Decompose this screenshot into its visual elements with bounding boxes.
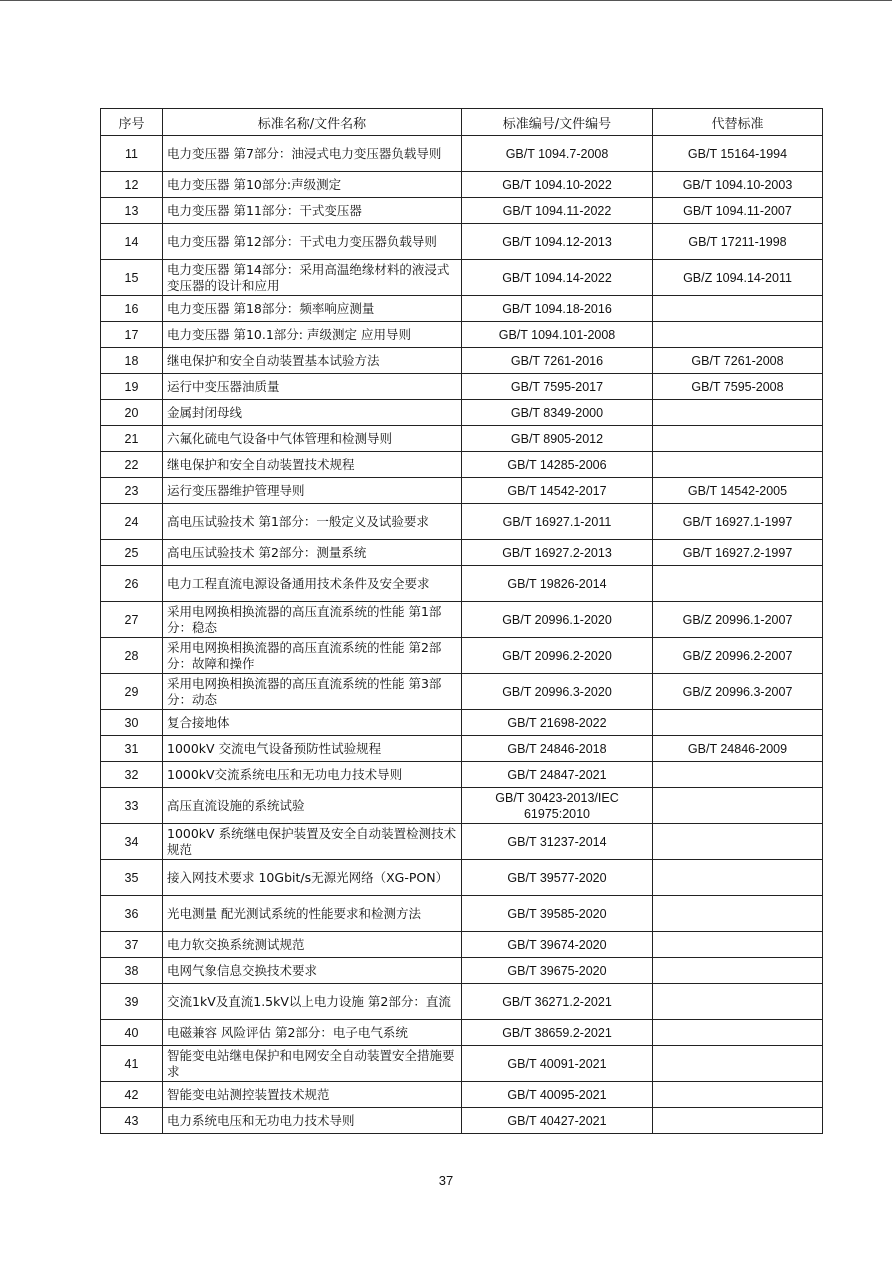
replaced-standard: [653, 896, 823, 932]
replaced-standard: [653, 932, 823, 958]
table-header-row: [101, 109, 823, 136]
table-row: [101, 374, 823, 400]
table-row: [101, 674, 823, 710]
standard-name: 电力变压器 第11部分：干式变压器: [163, 198, 462, 224]
replaced-standard: [653, 788, 823, 824]
standard-name: 电力工程直流电源设备通用技术条件及安全要求: [163, 566, 462, 602]
table-row: [101, 400, 823, 426]
replaced-standard: [653, 762, 823, 788]
table-row: [101, 540, 823, 566]
row-number: 36: [101, 896, 163, 932]
row-number: 41: [101, 1046, 163, 1082]
standard-name: 运行中变压器油质量: [163, 374, 462, 400]
standard-code: GB/T 30423-2013/IEC 61975:2010: [462, 788, 653, 824]
replaced-standard: [653, 400, 823, 426]
standard-name: 采用电网换相换流器的高压直流系统的性能 第1部分：稳态: [163, 602, 462, 638]
table-row: [101, 1108, 823, 1134]
standard-code: GB/T 39674-2020: [462, 932, 653, 958]
standard-code: GB/T 19826-2014: [462, 566, 653, 602]
standard-name: 六氟化硫电气设备中气体管理和检测导则: [163, 426, 462, 452]
row-number: 40: [101, 1020, 163, 1046]
standard-code: GB/T 1094.10-2022: [462, 172, 653, 198]
table-row: [101, 932, 823, 958]
row-number: 33: [101, 788, 163, 824]
standard-name: 接入网技术要求 10Gbit/s无源光网络（XG-PON）: [163, 860, 462, 896]
standard-code: GB/T 21698-2022: [462, 710, 653, 736]
standard-code: GB/T 31237-2014: [462, 824, 653, 860]
row-number: 18: [101, 348, 163, 374]
standard-name: 电力变压器 第14部分：采用高温绝缘材料的液浸式变压器的设计和应用: [163, 260, 462, 296]
replaced-standard: GB/Z 20996.1-2007: [653, 602, 823, 638]
replaced-standard: GB/T 7595-2008: [653, 374, 823, 400]
row-number: 17: [101, 322, 163, 348]
standard-name: 智能变电站继电保护和电网安全自动装置安全措施要求: [163, 1046, 462, 1082]
table-row: [101, 348, 823, 374]
standard-name: 继电保护和安全自动装置基本试验方法: [163, 348, 462, 374]
standard-code: GB/T 38659.2-2021: [462, 1020, 653, 1046]
row-number: 14: [101, 224, 163, 260]
standard-name: 电力变压器 第18部分：频率响应测量: [163, 296, 462, 322]
row-number: 31: [101, 736, 163, 762]
table-row: [101, 322, 823, 348]
standard-code: GB/T 1094.12-2013: [462, 224, 653, 260]
standard-code: GB/T 20996.1-2020: [462, 602, 653, 638]
standard-name: 智能变电站测控装置技术规范: [163, 1082, 462, 1108]
replaced-standard: GB/Z 20996.2-2007: [653, 638, 823, 674]
standard-code: GB/T 39585-2020: [462, 896, 653, 932]
standard-name: 高电压试验技术 第1部分：一般定义及试验要求: [163, 504, 462, 540]
replaced-standard: [653, 860, 823, 896]
row-number: 42: [101, 1082, 163, 1108]
standard-name: 继电保护和安全自动装置技术规程: [163, 452, 462, 478]
standard-code: GB/T 1094.14-2022: [462, 260, 653, 296]
table-row: [101, 710, 823, 736]
standard-name: 1000kV 系统继电保护装置及安全自动装置检测技术规范: [163, 824, 462, 860]
replaced-standard: [653, 824, 823, 860]
table-row: [101, 958, 823, 984]
replaced-standard: [653, 452, 823, 478]
replaced-standard: GB/T 1094.10-2003: [653, 172, 823, 198]
replaced-standard: GB/Z 20996.3-2007: [653, 674, 823, 710]
replaced-standard: [653, 1082, 823, 1108]
row-number: 38: [101, 958, 163, 984]
standard-code: GB/T 36271.2-2021: [462, 984, 653, 1020]
standard-name: 高压直流设施的系统试验: [163, 788, 462, 824]
standard-name: 电力变压器 第10.1部分: 声级测定 应用导则: [163, 322, 462, 348]
table-row: [101, 296, 823, 322]
row-number: 30: [101, 710, 163, 736]
standard-code: GB/T 39675-2020: [462, 958, 653, 984]
row-number: 22: [101, 452, 163, 478]
standard-name: 1000kV交流系统电压和无功电力技术导则: [163, 762, 462, 788]
standard-name: 高电压试验技术 第2部分：测量系统: [163, 540, 462, 566]
replaced-standard: GB/T 24846-2009: [653, 736, 823, 762]
header-replaces: 代替标准: [653, 109, 823, 136]
table-row: [101, 860, 823, 896]
standard-name: 光电测量 配光测试系统的性能要求和检测方法: [163, 896, 462, 932]
standard-code: GB/T 39577-2020: [462, 860, 653, 896]
standard-code: GB/T 16927.2-2013: [462, 540, 653, 566]
row-number: 23: [101, 478, 163, 504]
standard-code: GB/T 40091-2021: [462, 1046, 653, 1082]
standard-code: GB/T 14542-2017: [462, 478, 653, 504]
standard-name: 电力软交换系统测试规范: [163, 932, 462, 958]
replaced-standard: [653, 566, 823, 602]
replaced-standard: [653, 1046, 823, 1082]
table-row: [101, 638, 823, 674]
row-number: 24: [101, 504, 163, 540]
replaced-standard: [653, 296, 823, 322]
replaced-standard: [653, 1108, 823, 1134]
standard-code: GB/T 20996.2-2020: [462, 638, 653, 674]
table-row: [101, 478, 823, 504]
row-number: 12: [101, 172, 163, 198]
replaced-standard: [653, 1020, 823, 1046]
table-row: [101, 1082, 823, 1108]
header-name: 标准名称/文件名称: [163, 109, 462, 136]
standard-name: 1000kV 交流电气设备预防性试验规程: [163, 736, 462, 762]
row-number: 19: [101, 374, 163, 400]
row-number: 11: [101, 136, 163, 172]
replaced-standard: GB/T 14542-2005: [653, 478, 823, 504]
table-row: [101, 136, 823, 172]
table-row: [101, 762, 823, 788]
row-number: 43: [101, 1108, 163, 1134]
table-row: [101, 788, 823, 824]
row-number: 26: [101, 566, 163, 602]
replaced-standard: [653, 958, 823, 984]
table-row: [101, 896, 823, 932]
table-row: [101, 172, 823, 198]
standard-code: GB/T 40427-2021: [462, 1108, 653, 1134]
table-row: [101, 504, 823, 540]
standard-code: GB/T 8905-2012: [462, 426, 653, 452]
table-row: [101, 736, 823, 762]
row-number: 25: [101, 540, 163, 566]
page-number: 37: [438, 1173, 454, 1188]
replaced-standard: GB/Z 1094.14-2011: [653, 260, 823, 296]
row-number: 39: [101, 984, 163, 1020]
standard-code: GB/T 7595-2017: [462, 374, 653, 400]
row-number: 34: [101, 824, 163, 860]
table-row: [101, 566, 823, 602]
table-row: [101, 198, 823, 224]
table-row: [101, 452, 823, 478]
standard-name: 电磁兼容 风险评估 第2部分：电子电气系统: [163, 1020, 462, 1046]
standard-name: 电力变压器 第7部分：油浸式电力变压器负载导则: [163, 136, 462, 172]
standard-name: 电网气象信息交换技术要求: [163, 958, 462, 984]
row-number: 15: [101, 260, 163, 296]
standard-code: GB/T 14285-2006: [462, 452, 653, 478]
standard-code: GB/T 20996.3-2020: [462, 674, 653, 710]
header-code: 标准编号/文件编号: [462, 109, 653, 136]
row-number: 20: [101, 400, 163, 426]
replaced-standard: [653, 710, 823, 736]
standard-code: GB/T 40095-2021: [462, 1082, 653, 1108]
standard-name: 电力系统电压和无功电力技术导则: [163, 1108, 462, 1134]
replaced-standard: GB/T 1094.11-2007: [653, 198, 823, 224]
table-row: [101, 260, 823, 296]
replaced-standard: [653, 426, 823, 452]
standard-code: GB/T 1094.18-2016: [462, 296, 653, 322]
standard-code: GB/T 8349-2000: [462, 400, 653, 426]
row-number: 13: [101, 198, 163, 224]
table-row: [101, 824, 823, 860]
replaced-standard: GB/T 7261-2008: [653, 348, 823, 374]
standard-name: 采用电网换相换流器的高压直流系统的性能 第3部分：动态: [163, 674, 462, 710]
table-row: [101, 426, 823, 452]
standard-name: 电力变压器 第12部分：干式电力变压器负载导则: [163, 224, 462, 260]
standard-code: GB/T 7261-2016: [462, 348, 653, 374]
table-row: [101, 1020, 823, 1046]
standard-code: GB/T 16927.1-2011: [462, 504, 653, 540]
replaced-standard: GB/T 16927.2-1997: [653, 540, 823, 566]
page-top-rule: [0, 0, 892, 1]
row-number: 35: [101, 860, 163, 896]
standard-name: 运行变压器维护管理导则: [163, 478, 462, 504]
table-row: [101, 602, 823, 638]
standard-code: GB/T 24846-2018: [462, 736, 653, 762]
standard-code: GB/T 1094.11-2022: [462, 198, 653, 224]
row-number: 27: [101, 602, 163, 638]
standard-name: 交流1kV及直流1.5kV以上电力设施 第2部分：直流: [163, 984, 462, 1020]
standard-code: GB/T 1094.101-2008: [462, 322, 653, 348]
standard-name: 采用电网换相换流器的高压直流系统的性能 第2部分：故障和操作: [163, 638, 462, 674]
table-row: [101, 224, 823, 260]
standard-name: 金属封闭母线: [163, 400, 462, 426]
row-number: 37: [101, 932, 163, 958]
standard-name: 复合接地体: [163, 710, 462, 736]
replaced-standard: GB/T 17211-1998: [653, 224, 823, 260]
standard-code: GB/T 1094.7-2008: [462, 136, 653, 172]
replaced-standard: GB/T 15164-1994: [653, 136, 823, 172]
row-number: 29: [101, 674, 163, 710]
row-number: 32: [101, 762, 163, 788]
standard-name: 电力变压器 第10部分:声级测定: [163, 172, 462, 198]
standard-code: GB/T 24847-2021: [462, 762, 653, 788]
replaced-standard: [653, 322, 823, 348]
header-no: 序号: [101, 109, 163, 136]
row-number: 16: [101, 296, 163, 322]
standards-table: [100, 108, 823, 1134]
replaced-standard: GB/T 16927.1-1997: [653, 504, 823, 540]
table-row: [101, 1046, 823, 1082]
table-row: [101, 984, 823, 1020]
replaced-standard: [653, 984, 823, 1020]
row-number: 28: [101, 638, 163, 674]
row-number: 21: [101, 426, 163, 452]
